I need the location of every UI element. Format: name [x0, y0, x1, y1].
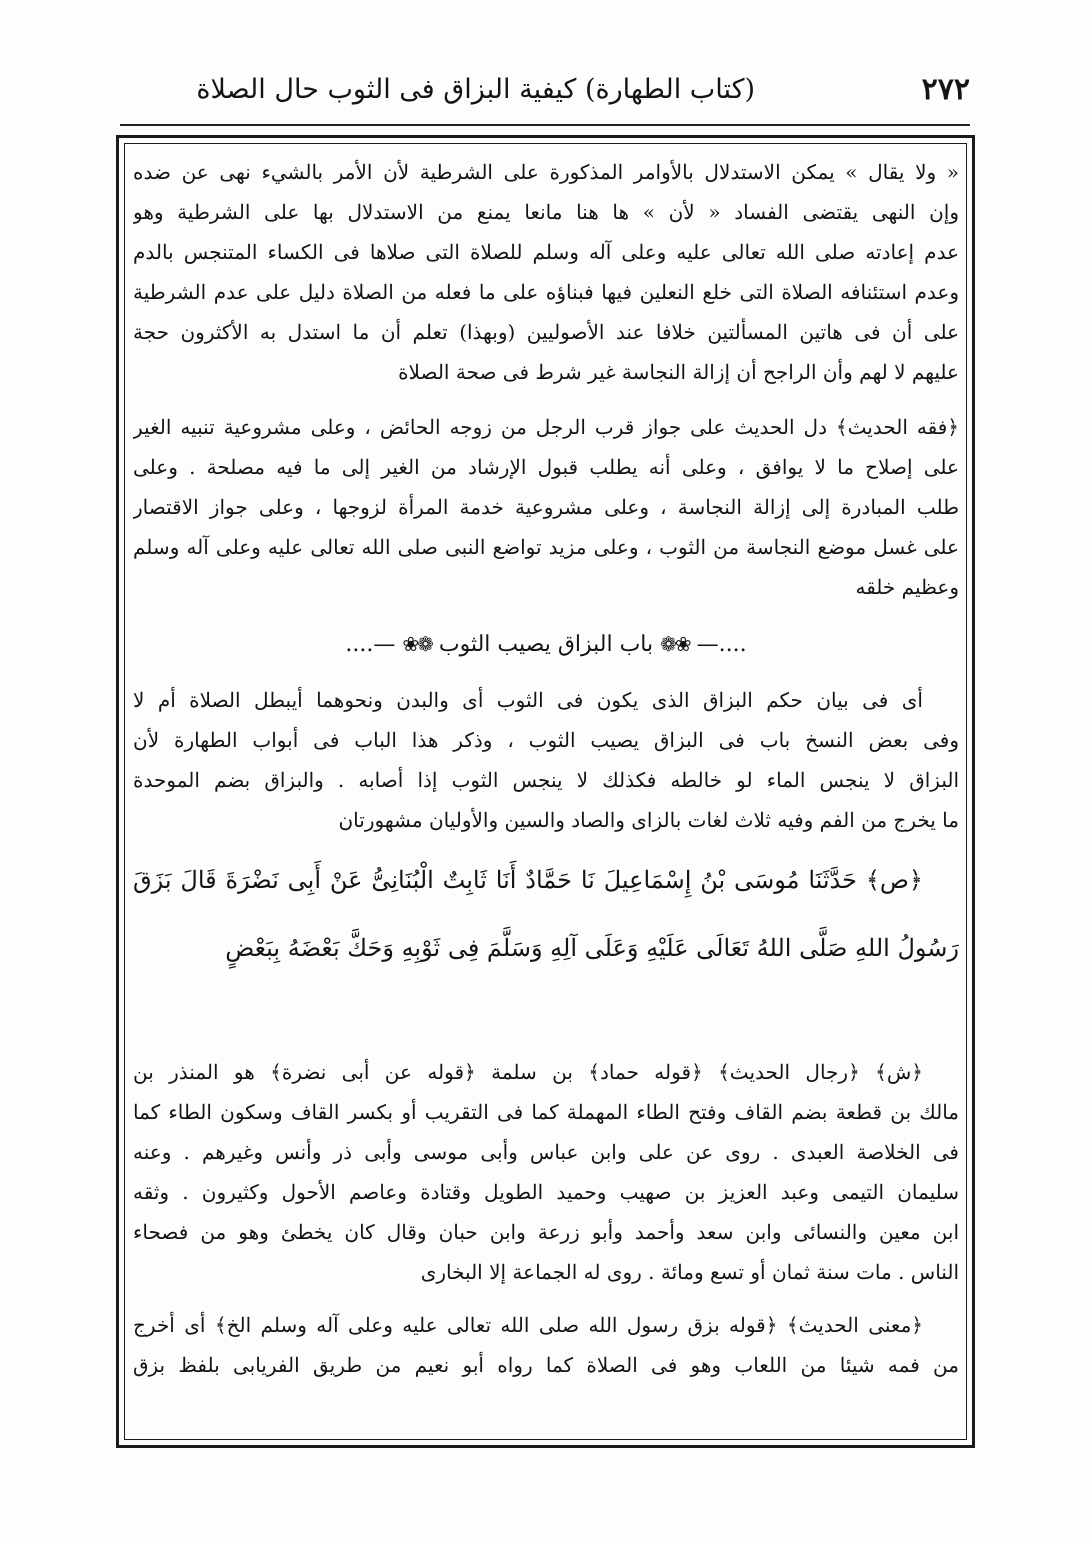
page-number: ٢٧٢	[921, 72, 970, 107]
text-line: سليمان التيمى وعبد العزيز بن صهيب وحميد الطويل وقتادة وعاصم الأحول وكثيرون . وثقه	[133, 1180, 959, 1204]
text-line: الناس . مات سنة ثمان أو تسع ومائة . روى له الجماعة إلا البخارى	[420, 1260, 959, 1284]
text-line: عدم إعادته صلى الله تعالى عليه وعلى آله وسلم للصلاة التى صلاها فى الكساء المتنجس بالدم	[133, 240, 959, 264]
text-line: وعدم استئنافه الصلاة التى خلع النعلين فيها فبناؤه على ما فعله من الصلاة دليل على عدم الشرطية	[133, 280, 959, 304]
text-line: طلب المبادرة إلى إزالة النجاسة ، وعلى مشروعية خدمة المرأة لزوجها ، وعلى جواز الاقتصار	[133, 495, 959, 519]
text-line: « ولا يقال » يمكن الاستدلال بالأوامر المذكورة على الشرطية لأن الأمر بالشيء نهى عن ضده	[133, 160, 959, 184]
text-line: وعظيم خلقه	[855, 575, 959, 599]
section-fiqh-line: ﴿فقه الحديث﴾ دل الحديث على جواز قرب الرجل من زوجه الحائض ، وعلى مشروعية تنبيه الغير	[133, 415, 959, 439]
ornament-flourish-icon: ❀❁	[660, 632, 690, 656]
text-body	[133, 152, 959, 1437]
text-line: أى فى بيان حكم البزاق الذى يكون فى الثوب أى والبدن ونحوهما أيبطل الصلاة أم لا	[133, 688, 923, 712]
chapter-heading	[133, 624, 959, 664]
running-title: (كتاب الطهارة) كيفية البزاق فى الثوب حال الصلاة	[196, 74, 755, 105]
text-line: مالك بن قطعة بضم القاف وفتح الطاء المهملة كما فى التقريب أو بكسر القاف وسكون الطاء كما	[133, 1100, 959, 1124]
heading-dash-left: —....	[345, 632, 396, 657]
ornament-flourish-icon: ❁❀	[402, 632, 432, 656]
text-line: عليهم لا لهم وأن الراجح أن إزالة النجاسة غير شرط فى صحة الصلاة	[398, 360, 959, 384]
text-line: ابن معين والنسائى وابن سعد وأحمد وأبو زرعة وابن حبان وقال كان يخطئ وهو من فصحاء	[133, 1220, 959, 1244]
section-rijal-line: ﴿ش﴾ ﴿رجال الحديث﴾ ﴿قوله حماد﴾ بن سلمة ﴿قوله عن أبى نضرة﴾ هو المنذر بن	[133, 1060, 923, 1084]
header-rule	[120, 124, 970, 126]
chapter-title: باب البزاق يصيب الثوب	[438, 632, 654, 657]
text-line: وإن النهى يقتضى الفساد « لأن » ها هنا مانعا يمنع من الاستدلال بها على الشرطية وهو	[133, 200, 959, 224]
text-line: وفى بعض النسخ باب فى البزاق يصيب الثوب ، وذكر هذا الباب فى أبواب الطهارة لأن	[133, 728, 959, 752]
text-line: فى الخلاصة العبدى . روى عن على وابن عباس وأبى موسى وأبى ذر وأنس وغيرهم . وعنه	[133, 1140, 959, 1164]
hadith-text-line: رَسُولُ اللهِ صَلَّى اللهُ تَعَالَى عَلَيْهِ وَعَلَى آلِهِ وَسَلَّمَ فِى ثَوْبِهِ وَحَكَّ بَعْضَهُ بِبَعْضٍ	[225, 934, 959, 962]
text-line: على غسل موضع النجاسة من الثوب ، وعلى مزيد تواضع النبى صلى الله تعالى عليه وعلى آله وسلم	[133, 535, 959, 559]
page-header	[120, 62, 970, 128]
text-line: ما يخرج من الفم وفيه ثلاث لغات بالزاى والصاد والسين والأوليان مشهورتان	[338, 808, 959, 832]
text-line: على إصلاح ما لا يوافق ، وعلى أنه يطلب قبول الإرشاد من الغير إلى ما فيه مصلحة . وعلى	[133, 455, 959, 479]
text-line: البزاق لا ينجس الماء لو خالطه فكذلك لا ينجس الثوب إذا أصابه . والبزاق بضم الموحدة	[133, 768, 959, 792]
text-line: على أن فى هاتين المسألتين خلافا عند الأصوليين (وبهذا) تعلم أن ما استدل به الأكثرون حجة	[133, 320, 959, 344]
section-maana-line: ﴿معنى الحديث﴾ ﴿قوله بزق رسول الله صلى الله تعالى عليه وعلى آله وسلم الخ﴾ أى أخرج	[133, 1313, 923, 1337]
text-line: من فمه شيئا من اللعاب وهو فى الصلاة كما رواه أبو نعيم من طريق الفريابى بلفظ بزق	[133, 1353, 959, 1377]
heading-dash-right: ....—	[696, 632, 747, 657]
hadith-text-line: ﴿ص﴾ حَدَّثَنَا مُوسَى بْنُ إِسْمَاعِيلَ نَا حَمَّادٌ أَنَا ثَابِتٌ الْبُنَانِىُّ عَنْ أَبِى نَضْرَةَ قَالَ بَزَقَ	[133, 866, 923, 894]
